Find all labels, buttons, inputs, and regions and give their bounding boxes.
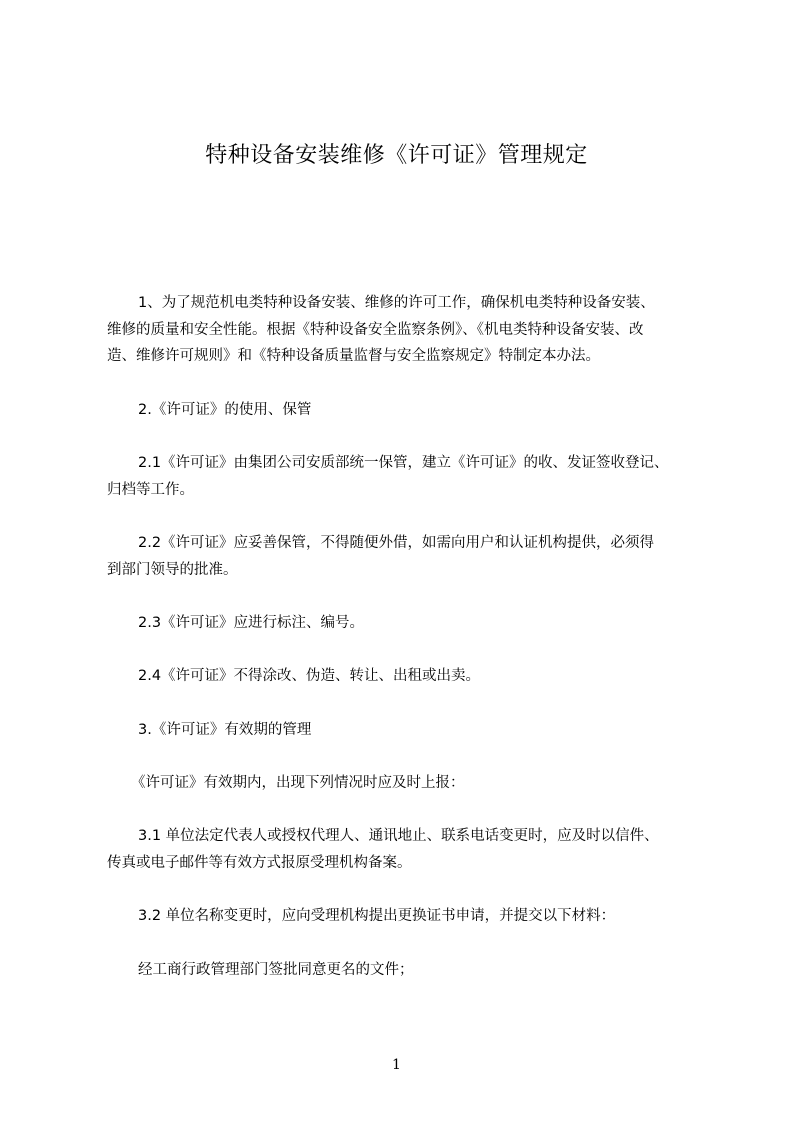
paragraph-2-3: 2.3《许可证》应进行标注、编号。 bbox=[138, 615, 365, 631]
paragraph-1-line-1: 1、为了规范机电类特种设备安装、维修的许可工作，确保机电类特种设备安装、 bbox=[138, 295, 655, 311]
paragraph-2-1-line-1: 2.1《许可证》由集团公司安质部统一保管，建立《许可证》的收、发证签收登记、 bbox=[138, 455, 669, 471]
section-2-heading: 2.《许可证》的使用、保管 bbox=[138, 402, 312, 418]
paragraph-3-1-line-2: 传真或电子邮件等有效方式报原受理机构备案。 bbox=[107, 855, 412, 871]
paragraph-3-2-item-1: 经工商行政管理部门签批同意更名的文件； bbox=[138, 962, 414, 978]
paragraph-1-line-2: 维修的质量和安全性能。根据《特种设备安全监察条例》、《机电类特种设备安装、改 bbox=[107, 322, 644, 338]
paragraph-2-2-line-2: 到部门领导的批准。 bbox=[107, 562, 238, 578]
section-3-heading: 3.《许可证》有效期的管理 bbox=[138, 722, 312, 738]
paragraph-2-4: 2.4《许可证》不得涂改、伪造、转让、出租或出卖。 bbox=[138, 668, 481, 684]
paragraph-3-2: 3.2 单位名称变更时，应向受理机构提出更换证书申请，并提交以下材料： bbox=[138, 908, 616, 924]
paragraph-1-line-3: 造、维修许可规则》和《特种设备质量监督与安全监察规定》特制定本办法。 bbox=[107, 348, 600, 364]
section-3-intro: 《许可证》有效期内，出现下列情况时应及时上报： bbox=[131, 775, 465, 791]
paragraph-2-1-line-2: 归档等工作。 bbox=[107, 482, 194, 498]
paragraph-3-1-line-1: 3.1 单位法定代表人或授权代理人、通讯地止、联系电话变更时，应及时以信件、 bbox=[138, 828, 659, 844]
paragraph-2-2-line-1: 2.2《许可证》应妥善保管，不得随便外借，如需向用户和认证机构提供，必须得 bbox=[138, 535, 655, 551]
document-title: 特种设备安装维修《许可证》管理规定 bbox=[205, 143, 588, 168]
page-number: 1 bbox=[392, 1057, 401, 1073]
